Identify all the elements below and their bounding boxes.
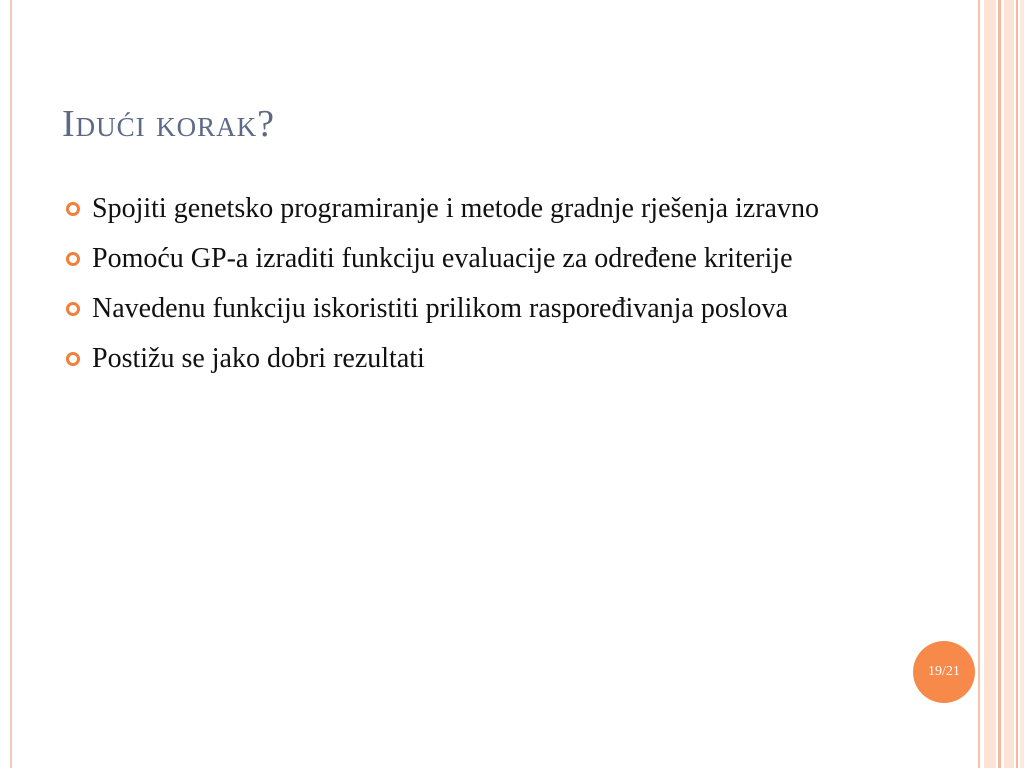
bullet-text: Postižu se jako dobri rezultati	[92, 343, 425, 374]
circle-bullet-icon	[66, 202, 80, 216]
bullet-item	[62, 188, 902, 229]
slide-title: Idući korak?	[62, 103, 276, 145]
circle-bullet-icon	[66, 252, 80, 266]
page-number: 19/21	[928, 664, 960, 679]
left-border-line	[10, 0, 12, 768]
stripe	[984, 0, 996, 768]
page-number-badge	[913, 641, 975, 703]
circle-bullet-icon	[66, 302, 80, 316]
bullet-item	[62, 238, 902, 279]
bullet-item	[62, 288, 902, 329]
stripe	[978, 0, 980, 768]
bullet-list	[62, 188, 902, 388]
bullet-item	[62, 338, 902, 379]
stripe	[1020, 0, 1024, 768]
bullet-text: Spojiti genetsko programiranje i metode gradnje rješenja izravno	[92, 193, 819, 224]
circle-bullet-icon	[66, 352, 80, 366]
stripe	[998, 0, 1001, 768]
bullet-text: Navedenu funkciju iskoristiti prilikom raspoređivanja poslova	[92, 293, 788, 324]
stripe	[1016, 0, 1018, 768]
bullet-text: Pomoću GP-a izraditi funkciju evaluacije za određene kriterije	[92, 243, 793, 274]
right-decorative-stripes	[978, 0, 1024, 768]
stripe	[1004, 0, 1014, 768]
